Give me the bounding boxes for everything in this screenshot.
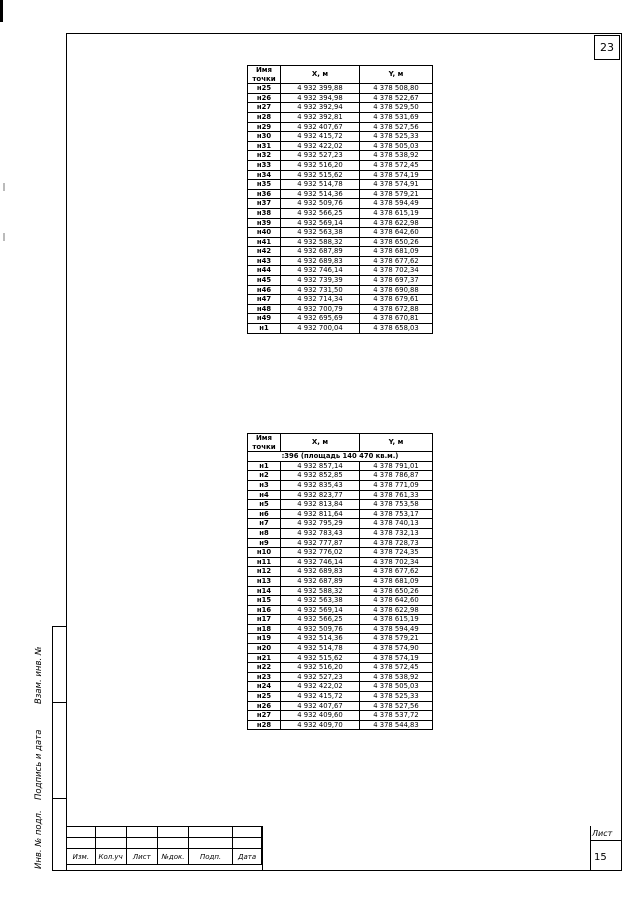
point-name-cell: н22 <box>248 663 281 673</box>
side-label-sign-date: Подпись и дата <box>34 729 44 800</box>
y-coordinate-cell: 4 378 642,60 <box>360 596 433 606</box>
y-coordinate-cell: 4 378 508,80 <box>360 84 433 94</box>
x-coordinate-cell: 4 932 527,23 <box>281 151 360 161</box>
table-row <box>248 586 433 596</box>
x-coordinate-cell: 4 932 569,14 <box>281 218 360 228</box>
point-name-cell: н33 <box>248 160 281 170</box>
table-row <box>248 509 433 519</box>
table-row <box>248 528 433 538</box>
table-row <box>248 276 433 286</box>
table-row <box>248 93 433 103</box>
point-name-cell: н42 <box>248 247 281 257</box>
table-row <box>248 228 433 238</box>
y-coordinate-cell: 4 378 670,81 <box>360 314 433 324</box>
x-coordinate-cell: 4 932 515,62 <box>281 170 360 180</box>
table-row <box>248 84 433 94</box>
point-name-cell: н16 <box>248 605 281 615</box>
x-coordinate-cell: 4 932 746,14 <box>281 557 360 567</box>
table-row <box>248 247 433 257</box>
table-row <box>248 720 433 730</box>
y-coordinate-cell: 4 378 572,45 <box>360 663 433 673</box>
point-name-cell: н34 <box>248 170 281 180</box>
table-row <box>248 304 433 314</box>
x-coordinate-cell: 4 932 563,38 <box>281 596 360 606</box>
y-coordinate-cell: 4 378 658,03 <box>360 324 433 334</box>
section-label: :396 (площадь 140 470 кв.м.) <box>248 452 433 462</box>
table-row <box>248 624 433 634</box>
point-name-cell: н24 <box>248 682 281 692</box>
x-coordinate-cell: 4 932 409,60 <box>281 711 360 721</box>
header-x: X, м <box>281 434 360 452</box>
x-coordinate-cell: 4 932 415,72 <box>281 692 360 702</box>
y-coordinate-cell: 4 378 650,26 <box>360 586 433 596</box>
table-row <box>248 112 433 122</box>
point-name-cell: н48 <box>248 304 281 314</box>
table-row <box>248 711 433 721</box>
x-coordinate-cell: 4 932 399,88 <box>281 84 360 94</box>
y-coordinate-cell: 4 378 574,90 <box>360 644 433 654</box>
table-row <box>248 596 433 606</box>
x-coordinate-cell: 4 932 509,76 <box>281 199 360 209</box>
x-coordinate-cell: 4 932 783,43 <box>281 528 360 538</box>
point-name-cell: н32 <box>248 151 281 161</box>
y-coordinate-cell: 4 378 527,56 <box>360 122 433 132</box>
x-coordinate-cell: 4 932 566,25 <box>281 208 360 218</box>
side-label-inv-original: Инв. № подл. <box>34 810 44 869</box>
y-coordinate-cell: 4 378 622,98 <box>360 605 433 615</box>
y-coordinate-cell: 4 378 724,35 <box>360 548 433 558</box>
x-coordinate-cell: 4 932 777,87 <box>281 538 360 548</box>
y-coordinate-cell: 4 378 572,45 <box>360 160 433 170</box>
point-name-cell: н21 <box>248 653 281 663</box>
y-coordinate-cell: 4 378 677,62 <box>360 256 433 266</box>
x-coordinate-cell: 4 932 563,38 <box>281 228 360 238</box>
table-row <box>248 189 433 199</box>
table-row <box>248 480 433 490</box>
y-coordinate-cell: 4 378 615,19 <box>360 615 433 625</box>
y-coordinate-cell: 4 378 525,33 <box>360 692 433 702</box>
y-coordinate-cell: 4 378 690,88 <box>360 285 433 295</box>
x-coordinate-cell: 4 932 731,50 <box>281 285 360 295</box>
x-coordinate-cell: 4 932 588,32 <box>281 586 360 596</box>
point-name-cell: н2 <box>248 471 281 481</box>
point-name-cell: н37 <box>248 199 281 209</box>
table-row <box>248 519 433 529</box>
point-name-cell: н8 <box>248 528 281 538</box>
table-row <box>248 132 433 142</box>
y-coordinate-cell: 4 378 594,49 <box>360 199 433 209</box>
x-coordinate-cell: 4 932 687,89 <box>281 576 360 586</box>
y-coordinate-cell: 4 378 505,03 <box>360 682 433 692</box>
x-coordinate-cell: 4 932 422,02 <box>281 141 360 151</box>
x-coordinate-cell: 4 932 746,14 <box>281 266 360 276</box>
side-label-replaced-inv: Взам. инв. № <box>34 646 44 704</box>
x-coordinate-cell: 4 932 409,70 <box>281 720 360 730</box>
table-row <box>248 237 433 247</box>
sheet-label: Лист <box>592 829 613 838</box>
x-coordinate-cell: 4 932 700,79 <box>281 304 360 314</box>
point-name-cell: н31 <box>248 141 281 151</box>
x-coordinate-cell: 4 932 588,32 <box>281 237 360 247</box>
point-name-cell: н5 <box>248 500 281 510</box>
x-coordinate-cell: 4 932 795,29 <box>281 519 360 529</box>
point-name-cell: н43 <box>248 256 281 266</box>
x-coordinate-cell: 4 932 527,23 <box>281 672 360 682</box>
point-name-cell: н27 <box>248 103 281 113</box>
point-name-cell: н4 <box>248 490 281 500</box>
y-coordinate-cell: 4 378 728,73 <box>360 538 433 548</box>
table-row <box>248 557 433 567</box>
y-coordinate-cell: 4 378 615,19 <box>360 208 433 218</box>
table-row <box>248 672 433 682</box>
x-coordinate-cell: 4 932 857,14 <box>281 461 360 471</box>
table-row <box>248 151 433 161</box>
y-coordinate-cell: 4 378 786,87 <box>360 471 433 481</box>
y-coordinate-cell: 4 378 702,34 <box>360 557 433 567</box>
x-coordinate-cell: 4 932 811,64 <box>281 509 360 519</box>
point-name-cell: н7 <box>248 519 281 529</box>
table-row <box>248 567 433 577</box>
table-row <box>248 103 433 113</box>
y-coordinate-cell: 4 378 544,83 <box>360 720 433 730</box>
stamp-grid <box>66 826 262 865</box>
point-name-cell: н41 <box>248 237 281 247</box>
point-name-cell: н26 <box>248 93 281 103</box>
y-coordinate-cell: 4 378 702,34 <box>360 266 433 276</box>
y-coordinate-cell: 4 378 681,09 <box>360 576 433 586</box>
point-name-cell: н26 <box>248 701 281 711</box>
point-name-cell: н3 <box>248 480 281 490</box>
x-coordinate-cell: 4 932 695,69 <box>281 314 360 324</box>
header-point-name: Имя точки <box>248 434 281 452</box>
y-coordinate-cell: 4 378 672,88 <box>360 304 433 314</box>
point-name-cell: н14 <box>248 586 281 596</box>
x-coordinate-cell: 4 932 516,20 <box>281 663 360 673</box>
x-coordinate-cell: 4 932 514,36 <box>281 189 360 199</box>
table-row <box>248 208 433 218</box>
y-coordinate-cell: 4 378 527,56 <box>360 701 433 711</box>
table-row <box>248 218 433 228</box>
x-coordinate-cell: 4 932 566,25 <box>281 615 360 625</box>
table-row <box>248 548 433 558</box>
y-coordinate-cell: 4 378 525,33 <box>360 132 433 142</box>
point-name-cell: н46 <box>248 285 281 295</box>
x-coordinate-cell: 4 932 509,76 <box>281 624 360 634</box>
table-row <box>248 266 433 276</box>
x-coordinate-cell: 4 932 700,04 <box>281 324 360 334</box>
y-coordinate-cell: 4 378 740,13 <box>360 519 433 529</box>
x-coordinate-cell: 4 932 714,34 <box>281 295 360 305</box>
stamp-divider <box>262 826 263 871</box>
x-coordinate-cell: 4 932 394,98 <box>281 93 360 103</box>
table-row <box>248 324 433 334</box>
y-coordinate-cell: 4 378 681,09 <box>360 247 433 257</box>
stamp-divider <box>590 840 622 841</box>
table-row <box>248 644 433 654</box>
y-coordinate-cell: 4 378 697,37 <box>360 276 433 286</box>
table-row <box>248 500 433 510</box>
header-y: Y, м <box>360 66 433 84</box>
stamp-divider <box>590 826 591 871</box>
point-name-cell: н19 <box>248 634 281 644</box>
coordinates-table-2 <box>247 433 433 730</box>
point-name-cell: н20 <box>248 644 281 654</box>
y-coordinate-cell: 4 378 771,09 <box>360 480 433 490</box>
binding-tick <box>3 233 5 241</box>
table-row <box>248 122 433 132</box>
x-coordinate-cell: 4 932 415,72 <box>281 132 360 142</box>
x-coordinate-cell: 4 932 514,78 <box>281 180 360 190</box>
point-name-cell: н49 <box>248 314 281 324</box>
table-row <box>248 701 433 711</box>
x-coordinate-cell: 4 932 392,81 <box>281 112 360 122</box>
table-row <box>248 199 433 209</box>
point-name-cell: н18 <box>248 624 281 634</box>
point-name-cell: н13 <box>248 576 281 586</box>
y-coordinate-cell: 4 378 574,91 <box>360 180 433 190</box>
x-coordinate-cell: 4 932 514,78 <box>281 644 360 654</box>
y-coordinate-cell: 4 378 650,26 <box>360 237 433 247</box>
table-row <box>248 605 433 615</box>
table-row <box>248 538 433 548</box>
point-name-cell: н30 <box>248 132 281 142</box>
point-name-cell: н36 <box>248 189 281 199</box>
point-name-cell: н11 <box>248 557 281 567</box>
table-row <box>248 160 433 170</box>
stamp-label-date: Дата <box>233 849 262 865</box>
x-coordinate-cell: 4 932 852,85 <box>281 471 360 481</box>
y-coordinate-cell: 4 378 531,69 <box>360 112 433 122</box>
x-coordinate-cell: 4 932 776,02 <box>281 548 360 558</box>
table-row <box>248 682 433 692</box>
side-cell <box>53 703 67 799</box>
point-name-cell: н1 <box>248 461 281 471</box>
y-coordinate-cell: 4 378 732,13 <box>360 528 433 538</box>
point-name-cell: н29 <box>248 122 281 132</box>
point-name-cell: н1 <box>248 324 281 334</box>
table-row <box>248 471 433 481</box>
y-coordinate-cell: 4 378 522,67 <box>360 93 433 103</box>
x-coordinate-cell: 4 932 514,36 <box>281 634 360 644</box>
point-name-cell: н6 <box>248 509 281 519</box>
point-name-cell: н25 <box>248 84 281 94</box>
point-name-cell: н12 <box>248 567 281 577</box>
x-coordinate-cell: 4 932 407,67 <box>281 701 360 711</box>
point-name-cell: н40 <box>248 228 281 238</box>
y-coordinate-cell: 4 378 538,92 <box>360 672 433 682</box>
point-name-cell: н35 <box>248 180 281 190</box>
point-name-cell: н39 <box>248 218 281 228</box>
stamp-label-doc: №док. <box>158 849 189 865</box>
point-name-cell: н28 <box>248 112 281 122</box>
title-block <box>66 826 622 871</box>
x-coordinate-cell: 4 932 422,02 <box>281 682 360 692</box>
y-coordinate-cell: 4 378 761,33 <box>360 490 433 500</box>
y-coordinate-cell: 4 378 642,60 <box>360 228 433 238</box>
point-name-cell: н28 <box>248 720 281 730</box>
y-coordinate-cell: 4 378 579,21 <box>360 634 433 644</box>
binding-edge-mark <box>0 0 3 22</box>
table-row <box>248 490 433 500</box>
y-coordinate-cell: 4 378 529,50 <box>360 103 433 113</box>
stamp-label-count: Кол.уч <box>95 849 126 865</box>
stamp-label-change: Изм. <box>67 849 96 865</box>
point-name-cell: н45 <box>248 276 281 286</box>
point-name-cell: н17 <box>248 615 281 625</box>
point-name-cell: н44 <box>248 266 281 276</box>
table-row <box>248 653 433 663</box>
point-name-cell: н25 <box>248 692 281 702</box>
y-coordinate-cell: 4 378 574,19 <box>360 653 433 663</box>
point-name-cell: н15 <box>248 596 281 606</box>
x-coordinate-cell: 4 932 739,39 <box>281 276 360 286</box>
x-coordinate-cell: 4 932 835,43 <box>281 480 360 490</box>
table-row <box>248 141 433 151</box>
coordinates-table-1 <box>247 65 433 334</box>
table-row <box>248 461 433 471</box>
x-coordinate-cell: 4 932 687,89 <box>281 247 360 257</box>
binding-tick <box>3 183 5 191</box>
point-name-cell: н27 <box>248 711 281 721</box>
y-coordinate-cell: 4 378 538,92 <box>360 151 433 161</box>
table-row <box>248 634 433 644</box>
x-coordinate-cell: 4 932 689,83 <box>281 567 360 577</box>
point-name-cell: н10 <box>248 548 281 558</box>
y-coordinate-cell: 4 378 594,49 <box>360 624 433 634</box>
y-coordinate-cell: 4 378 791,01 <box>360 461 433 471</box>
header-x: X, м <box>281 66 360 84</box>
y-coordinate-cell: 4 378 753,17 <box>360 509 433 519</box>
x-coordinate-cell: 4 932 516,20 <box>281 160 360 170</box>
side-cell <box>53 627 67 703</box>
point-name-cell: н23 <box>248 672 281 682</box>
y-coordinate-cell: 4 378 753,58 <box>360 500 433 510</box>
stamp-label-sign: Подп. <box>188 849 232 865</box>
table-row <box>248 576 433 586</box>
x-coordinate-cell: 4 932 392,94 <box>281 103 360 113</box>
table-row <box>248 170 433 180</box>
table-row <box>248 692 433 702</box>
y-coordinate-cell: 4 378 537,72 <box>360 711 433 721</box>
x-coordinate-cell: 4 932 823,77 <box>281 490 360 500</box>
sheet-number: 15 <box>594 852 607 863</box>
side-stamp <box>52 626 66 871</box>
point-name-cell: н38 <box>248 208 281 218</box>
x-coordinate-cell: 4 932 813,84 <box>281 500 360 510</box>
table-row <box>248 615 433 625</box>
x-coordinate-cell: 4 932 689,83 <box>281 256 360 266</box>
table-row <box>248 295 433 305</box>
point-name-cell: н47 <box>248 295 281 305</box>
y-coordinate-cell: 4 378 579,21 <box>360 189 433 199</box>
table-row <box>248 314 433 324</box>
page-number: 23 <box>594 35 620 60</box>
table-row <box>248 285 433 295</box>
header-point-name: Имя точки <box>248 66 281 84</box>
table-row <box>248 663 433 673</box>
x-coordinate-cell: 4 932 515,62 <box>281 653 360 663</box>
point-name-cell: н9 <box>248 538 281 548</box>
stamp-label-sheet: Лист <box>126 849 158 865</box>
y-coordinate-cell: 4 378 574,19 <box>360 170 433 180</box>
y-coordinate-cell: 4 378 677,62 <box>360 567 433 577</box>
header-y: Y, м <box>360 434 433 452</box>
y-coordinate-cell: 4 378 622,98 <box>360 218 433 228</box>
x-coordinate-cell: 4 932 407,67 <box>281 122 360 132</box>
y-coordinate-cell: 4 378 505,03 <box>360 141 433 151</box>
y-coordinate-cell: 4 378 679,61 <box>360 295 433 305</box>
x-coordinate-cell: 4 932 569,14 <box>281 605 360 615</box>
table-row <box>248 180 433 190</box>
table-row <box>248 256 433 266</box>
